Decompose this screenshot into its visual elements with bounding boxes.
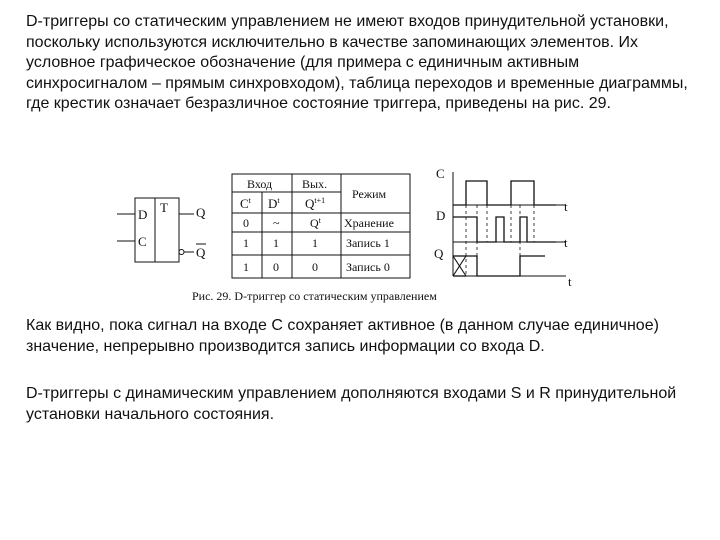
timing-label-d: D [436, 208, 446, 223]
symbol-output-qbar: Q [196, 245, 206, 260]
timing-axis-t-2: t [564, 235, 568, 250]
timing-axis-t-1: t [564, 199, 568, 214]
table-row-1-q: 1 [312, 236, 318, 250]
table-row-2-c: 1 [243, 260, 249, 274]
trigger-symbol [117, 198, 206, 262]
table-row-2-q: 0 [312, 260, 318, 274]
table-row-0-c: 0 [243, 216, 249, 230]
observation-paragraph: Как видно, пока сигнал на входе С сохраняет активное (в данном случае единичное) значение, непрерывно производится запись информации со входа D. [26, 317, 659, 355]
table-row-2-d: 0 [273, 260, 279, 274]
transition-table [232, 174, 410, 278]
waveform-c [453, 181, 556, 205]
timing-axis-t-3: t [568, 274, 572, 289]
symbol-input-d: D [138, 207, 148, 222]
table-row-2-mode: Запись 0 [346, 260, 390, 274]
table-row-0-d: ~ [273, 216, 280, 230]
waveform-d [453, 217, 556, 242]
symbol-input-c: C [138, 234, 147, 249]
timing-diagram [434, 166, 572, 289]
symbol-type-t: T [160, 200, 168, 215]
table-sub-q: $Q^{t+1}$ [305, 196, 326, 211]
dynamic-trigger-paragraph: D-триггеры с динамическим управлением дополняются входами S и R принудительной установки начального состояния. [26, 385, 677, 423]
table-header-input: Вход [247, 177, 273, 191]
timing-label-q: Q [434, 246, 444, 261]
table-row-0-q: $Q^t$ [310, 216, 321, 230]
figure-29 [0, 164, 720, 304]
table-row-1-mode: Запись 1 [346, 236, 390, 250]
table-row-1-c: 1 [243, 236, 249, 250]
symbol-output-q: Q [196, 205, 206, 220]
table-sub-c: $C^t$ [240, 196, 251, 211]
figure-caption: Рис. 29. D-триггер со статическим управлением [192, 289, 437, 303]
table-header-mode: Режим [352, 187, 387, 201]
table-row-1-d: 1 [273, 236, 279, 250]
table-header-output: Вых. [302, 177, 328, 191]
waveform-q [466, 256, 545, 276]
intro-paragraph: D-триггеры со статическим управлением не имеют входов принудительной установки, поскольку используются исключительно в качестве запоминающих элементов. Их условное графическое обозначение (для примера с единичным активным синхросигналом – прямым синхровходом), таблица переходов и временные диаграммы, где крестик означает безразличное состояние триггера, приведены на рис. 29. [26, 13, 688, 112]
table-sub-d: $D^t$ [268, 196, 280, 211]
timing-label-c: C [436, 166, 445, 181]
table-row-0-mode: Хранение [344, 216, 394, 230]
